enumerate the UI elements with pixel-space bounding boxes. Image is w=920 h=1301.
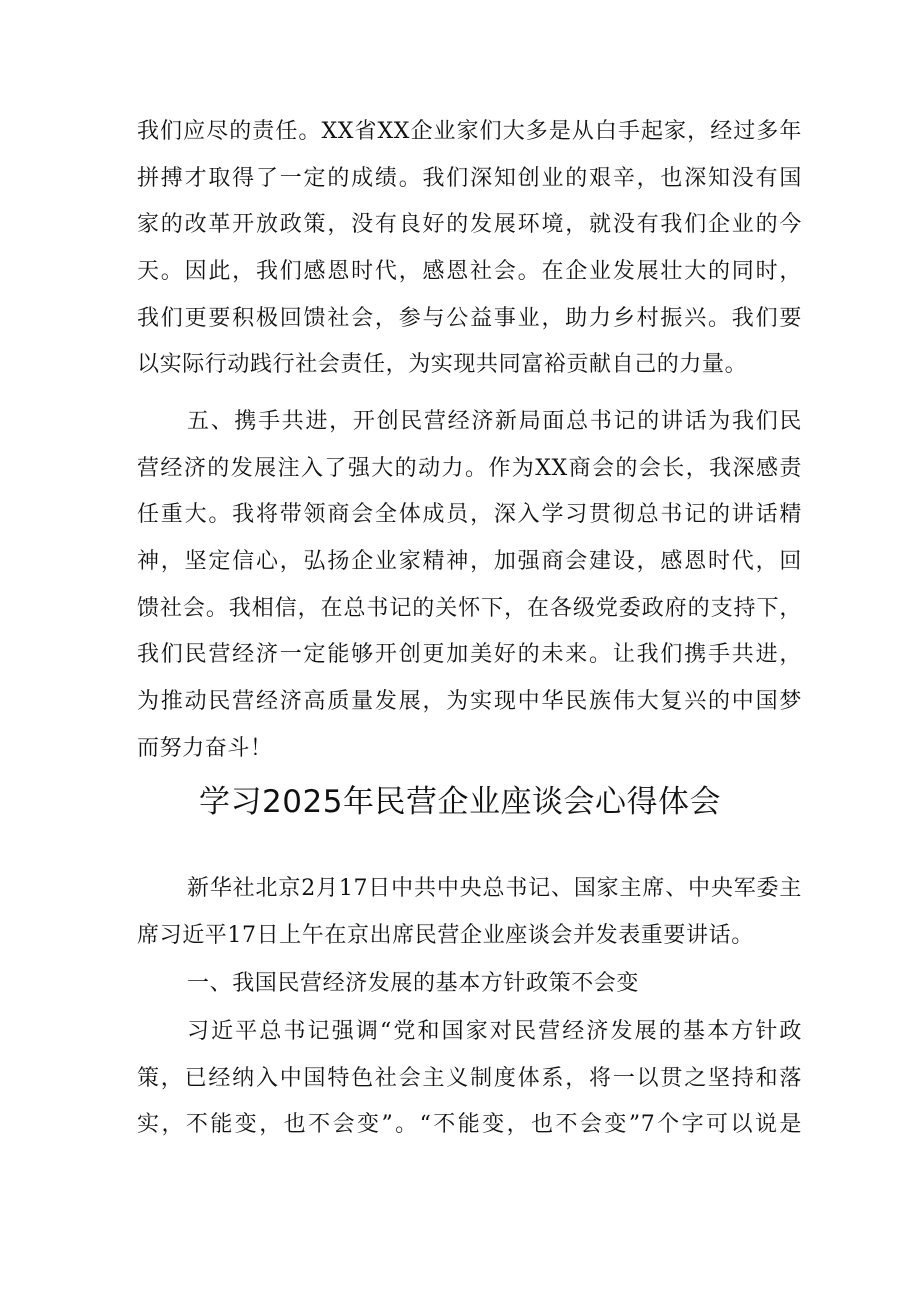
text-line: 席习近平17日上午在京出席民营企业座谈会并发表重要讲话。 [137,922,754,948]
text-line: 馈社会。我相信，在总书记的关怀下，在各级党委政府的支持下， [137,595,802,621]
document-title: 学习2025年民营企业座谈会心得体会 [199,784,721,820]
paragraph-social-responsibility [137,109,802,389]
text-line: 实，不能变，也不会变”。“不能变，也不会变”7个字可以说是 [137,1112,802,1138]
paragraph-news-lead [137,866,802,959]
text-line: 任重大。我将带领商会全体成员，深入学习贯彻总书记的讲话精 [137,502,802,528]
text-line: 天。因此，我们感恩时代，感恩社会。在企业发展壮大的同时， [137,259,802,285]
paragraph-section-one [137,1009,802,1149]
paragraph-section-five [137,399,802,773]
section-heading-one [137,961,802,1008]
text-line: 为推动民营经济高质量发展，为实现中华民族伟大复兴的中国梦 [137,689,802,715]
text-line: 五、携手共进，开创民营经济新局面总书记的讲话为我们民 [187,409,802,434]
text-line: 以实际行动践行社会责任，为实现共同富裕贡献自己的力量。 [137,352,748,378]
text-line: 策，已经纳入中国特色社会主义制度体系，将一以贯之坚持和落 [137,1065,802,1091]
text-line: 家的改革开放政策，没有良好的发展环境，就没有我们企业的今 [137,212,802,238]
text-line: 我们民营经济一定能够开创更加美好的未来。让我们携手共进， [137,642,802,668]
text-line: 而努力奋斗！ [137,735,273,761]
section-heading-text: 一、我国民营经济发展的基本方针政策不会变 [187,971,640,996]
text-line: 拼搏才取得了一定的成绩。我们深知创业的艰辛，也深知没有国 [137,165,802,191]
text-line: 我们应尽的责任。XX省XX企业家们大多是从白手起家，经过多年 [137,119,802,144]
text-line: 神，坚定信心，弘扬企业家精神，加强商会建设，感恩时代，回 [137,549,802,575]
text-line: 习近平总书记强调“党和国家对民营经济发展的基本方针政 [187,1019,802,1044]
text-line: 我们更要积极回馈社会，参与公益事业，助力乡村振兴。我们要 [137,305,802,331]
text-line: 新华社北京2月17日中共中央总书记、国家主席、中央军委主 [187,876,802,901]
text-line: 营经济的发展注入了强大的动力。作为XX商会的会长，我深感责 [137,455,802,481]
